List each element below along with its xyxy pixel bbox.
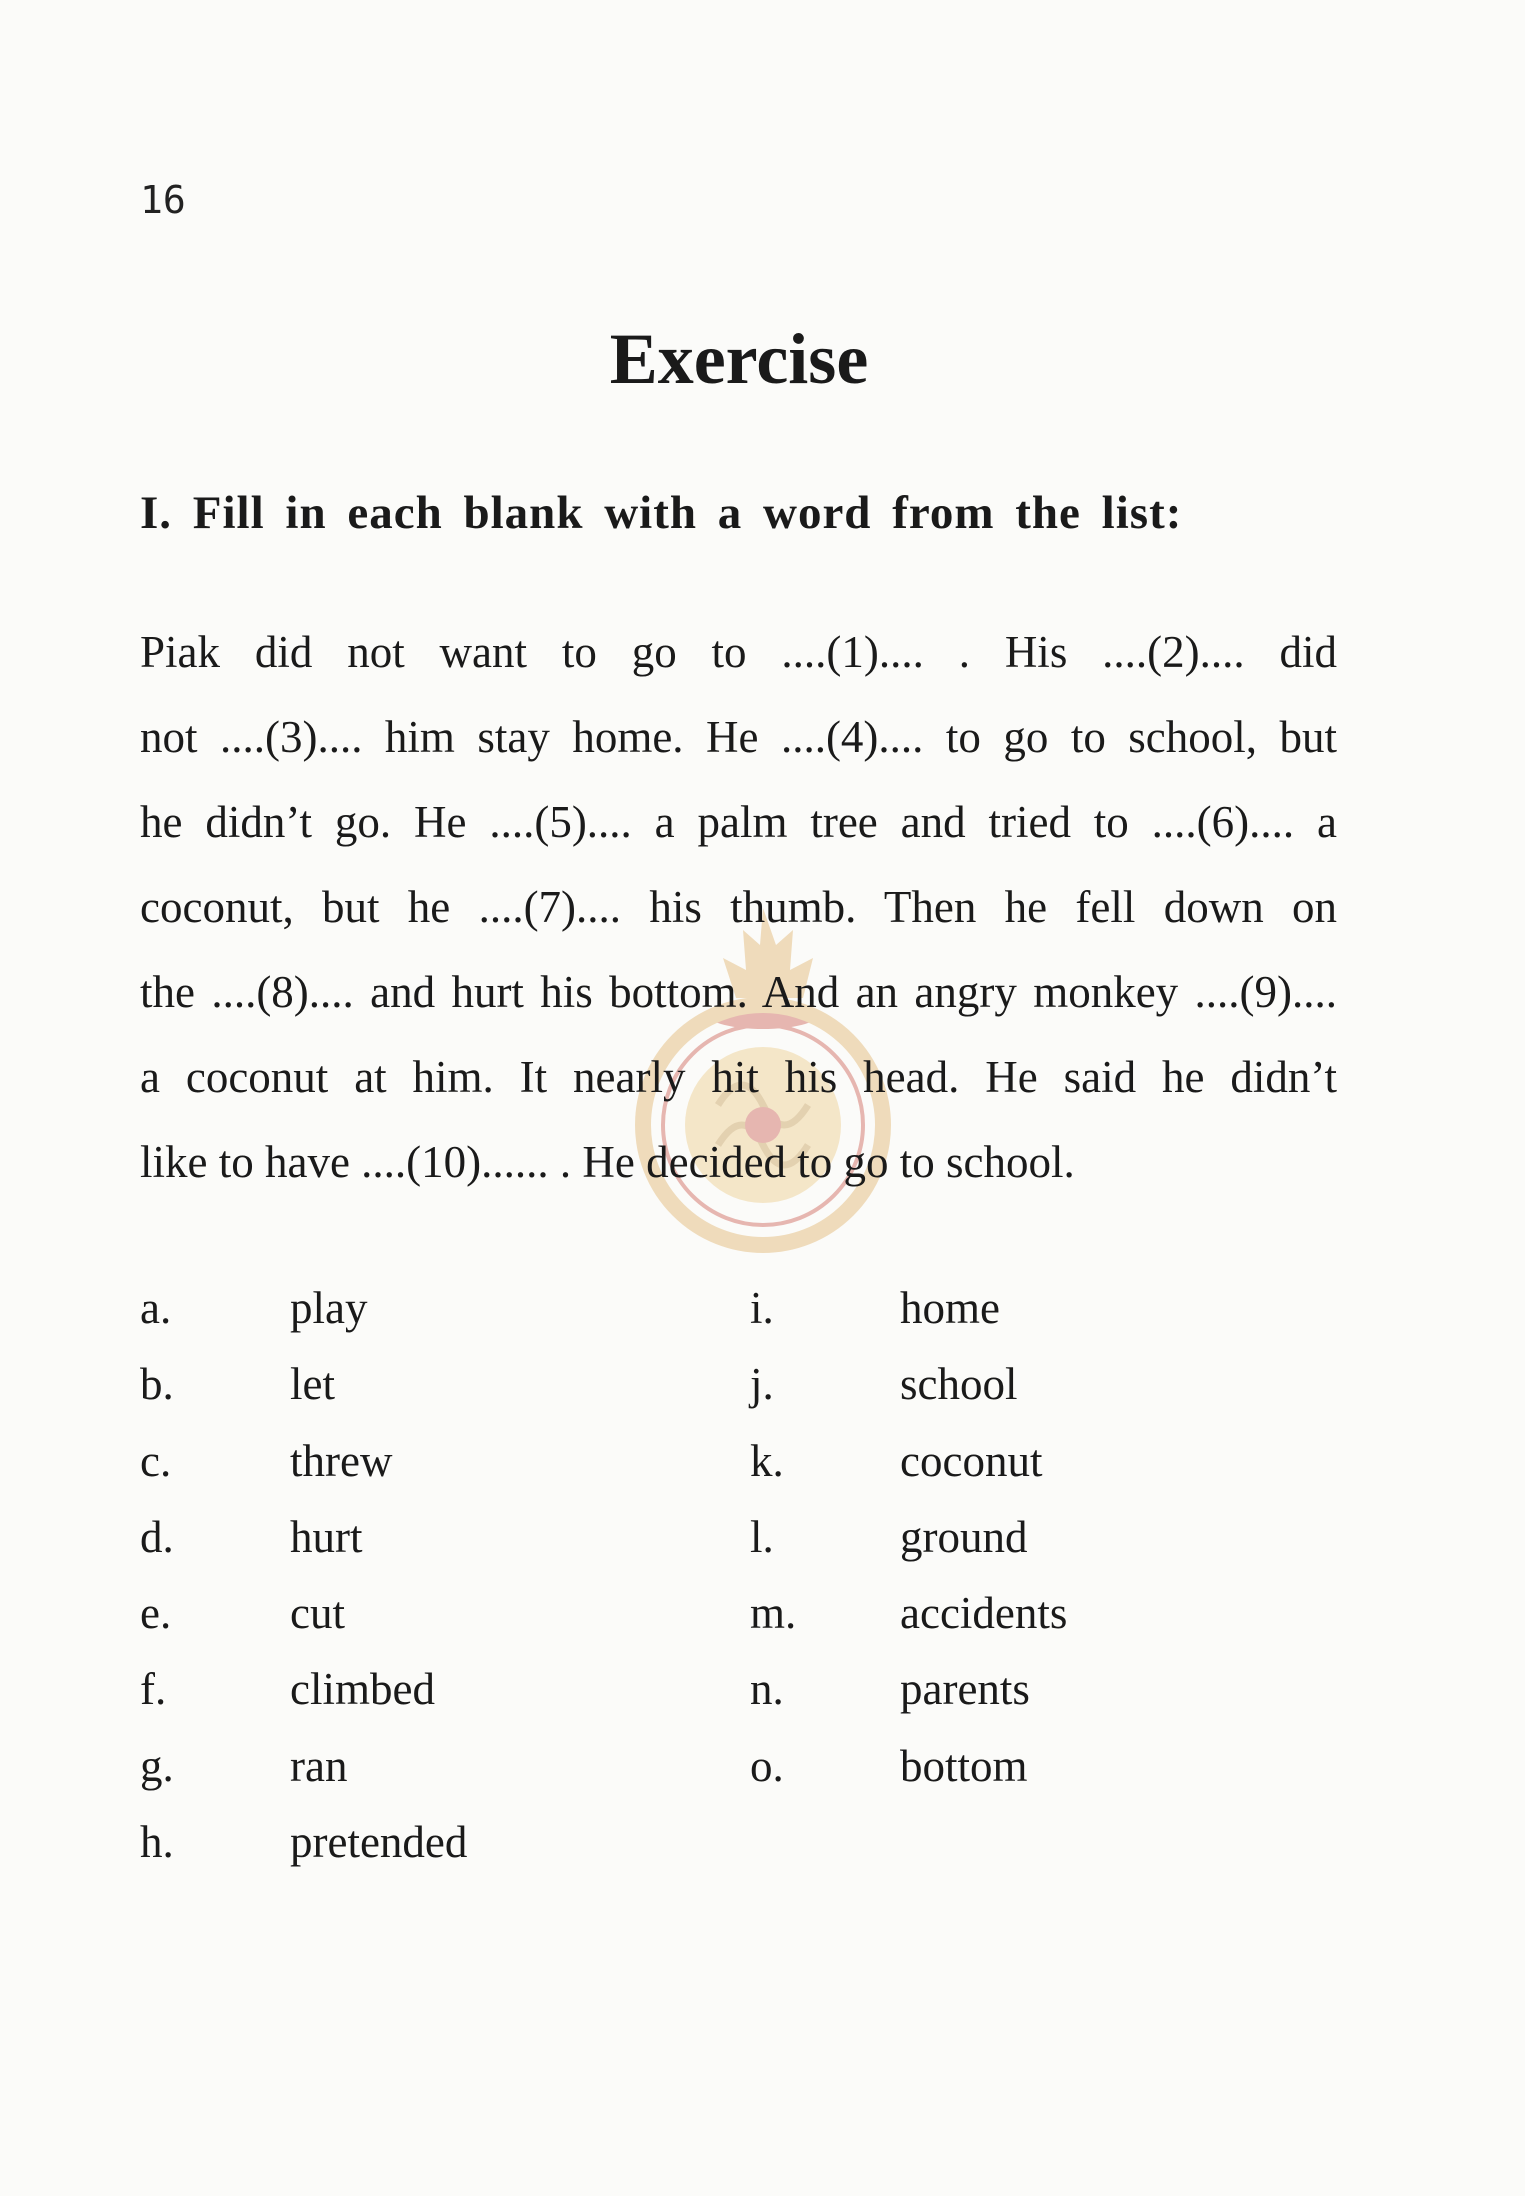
page-number: 16	[140, 178, 186, 222]
item-word: play	[290, 1283, 368, 1333]
list-item	[140, 1663, 467, 1739]
list-item	[750, 1358, 1067, 1434]
page-title: Exercise	[609, 319, 869, 399]
passage	[140, 610, 1337, 1205]
item-letter: a.	[140, 1283, 172, 1333]
item-word: cut	[290, 1588, 345, 1639]
passage-line: a coconut at him. It nearly hit his head. He said he didn’t	[140, 1052, 1337, 1102]
item-word: parents	[900, 1664, 1030, 1715]
list-item	[140, 1358, 467, 1434]
list-item	[750, 1587, 1067, 1663]
item-word: home	[900, 1283, 1000, 1333]
item-letter: m.	[750, 1588, 797, 1639]
word-list-right	[750, 1282, 1067, 1816]
item-word: let	[290, 1359, 335, 1410]
passage-line: coconut, but he ....(7).... his thumb. Then he fell down on	[140, 882, 1337, 932]
item-letter: n.	[750, 1664, 784, 1715]
item-word: bottom	[900, 1740, 1028, 1791]
item-letter: l.	[750, 1511, 774, 1562]
passage-line: he didn’t go. He ....(5).... a palm tree and tried to ....(6).... a	[140, 797, 1337, 847]
passage-line: not ....(3).... him stay home. He ....(4).... to go to school, but	[140, 712, 1337, 762]
item-letter: e.	[140, 1588, 172, 1639]
list-item	[750, 1511, 1067, 1587]
item-word: accidents	[900, 1588, 1068, 1639]
passage-line: Piak did not want to go to ....(1).... . His ....(2).... did	[140, 627, 1337, 677]
list-item	[140, 1435, 467, 1511]
item-word: threw	[290, 1435, 393, 1486]
list-item	[750, 1282, 1067, 1358]
item-letter: j.	[750, 1359, 774, 1410]
item-word: ground	[900, 1511, 1028, 1562]
list-item	[140, 1511, 467, 1587]
passage-line: like to have ....(10)...... . He decided to go to school.	[140, 1137, 1075, 1187]
item-word: school	[900, 1359, 1018, 1410]
list-item	[140, 1816, 467, 1892]
passage-line: the ....(8).... and hurt his bottom. And an angry monkey ....(9)....	[140, 967, 1337, 1017]
item-letter: k.	[750, 1435, 784, 1486]
list-item	[140, 1282, 467, 1358]
item-letter: c.	[140, 1435, 172, 1486]
item-letter: b.	[140, 1359, 174, 1410]
item-letter: f.	[140, 1664, 167, 1715]
list-item	[140, 1587, 467, 1663]
list-item	[140, 1740, 467, 1816]
item-word: hurt	[290, 1511, 363, 1562]
item-word: climbed	[290, 1664, 435, 1715]
item-letter: h.	[140, 1817, 174, 1868]
word-list-left	[140, 1282, 467, 1892]
list-item	[750, 1663, 1067, 1739]
item-word: pretended	[290, 1817, 468, 1868]
item-letter: d.	[140, 1511, 174, 1562]
item-letter: o.	[750, 1740, 784, 1791]
list-item	[750, 1740, 1067, 1816]
item-word: coconut	[900, 1435, 1043, 1486]
item-word: ran	[290, 1740, 348, 1791]
item-letter: i.	[750, 1283, 774, 1333]
exercise-instruction: I. Fill in each blank with a word from the list:	[140, 487, 1183, 539]
list-item	[750, 1435, 1067, 1511]
item-letter: g.	[140, 1740, 174, 1791]
